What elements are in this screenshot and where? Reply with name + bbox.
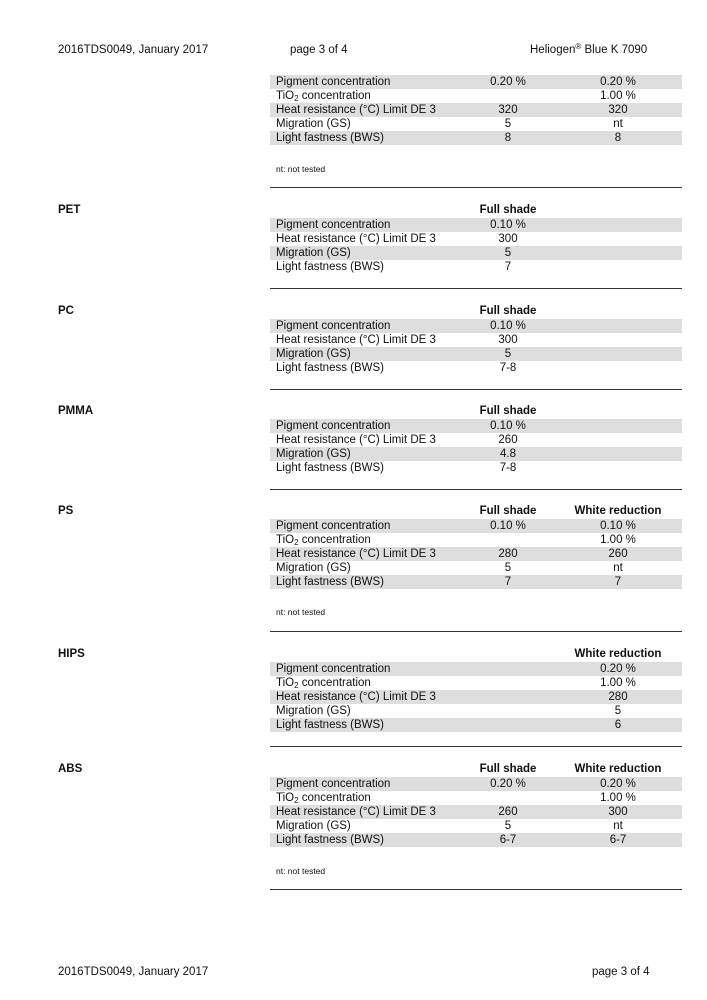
table-row: [270, 361, 682, 375]
table-row: [270, 575, 682, 589]
section-title-hips: HIPS: [58, 648, 85, 660]
divider: [270, 187, 682, 188]
table-row: [270, 218, 682, 232]
table-row: [270, 777, 682, 791]
cell-white-reduction: 6: [614, 719, 622, 731]
cell-white-reduction: 1.00 %: [600, 90, 636, 102]
cell-white-reduction: 7: [614, 576, 622, 588]
header-doc-ref: 2016TDS0049, January 2017: [58, 44, 209, 56]
table-row: [270, 519, 682, 533]
row-label: Heat resistance (°C) Limit DE 3: [276, 691, 436, 703]
row-label: Light fastness (BWS): [276, 132, 385, 144]
row-label: Light fastness (BWS): [276, 261, 385, 273]
footer-doc-ref: 2016TDS0049, January 2017: [58, 966, 209, 978]
row-label: Light fastness (BWS): [276, 719, 385, 731]
cell-white-reduction: 0.20 %: [600, 663, 636, 675]
cell-white-reduction: 8: [614, 132, 622, 144]
row-label: Migration (GS): [276, 562, 351, 574]
table-row: [270, 791, 682, 805]
header-page-number: page 3 of 4: [290, 44, 348, 56]
footer-page-number: page 3 of 4: [592, 966, 650, 978]
table-row: [270, 447, 682, 461]
cell-full-shade: 260: [498, 806, 518, 818]
row-label: Pigment concentration: [276, 219, 391, 231]
cell-white-reduction: 320: [608, 104, 628, 116]
cell-full-shade: 0.10 %: [490, 420, 526, 432]
section-title-pet: PET: [58, 204, 81, 216]
cell-full-shade: 0.10 %: [490, 520, 526, 532]
row-label: TiO$_2$ concentration: [276, 534, 371, 547]
row-label: Pigment concentration: [276, 520, 391, 532]
row-label: TiO$_2$ concentration: [276, 90, 371, 103]
row-label: Migration (GS): [276, 348, 351, 360]
row-label: Light fastness (BWS): [276, 834, 385, 846]
table-row: [270, 260, 682, 274]
cell-full-shade: 5: [504, 118, 512, 130]
footnote: nt: not tested: [276, 607, 326, 617]
cell-full-shade: 260: [498, 434, 518, 446]
table-row: [270, 819, 682, 833]
section-title-pc: PC: [58, 305, 74, 317]
cell-white-reduction: 300: [608, 806, 628, 818]
table-row: [270, 833, 682, 847]
column-header-full-shade: Full shade: [479, 305, 537, 317]
product-code: Blue K 7090: [584, 44, 648, 56]
row-label: Heat resistance (°C) Limit DE 3: [276, 548, 436, 560]
row-label: Light fastness (BWS): [276, 362, 385, 374]
cell-white-reduction: 1.00 %: [600, 534, 636, 546]
table-row: [270, 676, 682, 690]
row-label: Migration (GS): [276, 705, 351, 717]
product-name: Heliogen: [530, 44, 576, 56]
column-header-full-shade: Full shade: [479, 405, 537, 417]
row-label: Heat resistance (°C) Limit DE 3: [276, 334, 436, 346]
table-row: [270, 433, 682, 447]
table-row: [270, 461, 682, 475]
cell-full-shade: 7-8: [499, 362, 517, 374]
row-label: Pigment concentration: [276, 420, 391, 432]
divider: [270, 746, 682, 747]
column-header-full-shade: Full shade: [479, 204, 537, 216]
header-product: [530, 44, 647, 56]
cell-white-reduction: 280: [608, 691, 628, 703]
cell-white-reduction: 1.00 %: [600, 792, 636, 804]
table-row: [270, 347, 682, 361]
table-row: [270, 103, 682, 117]
table-row: [270, 547, 682, 561]
row-label: Heat resistance (°C) Limit DE 3: [276, 104, 436, 116]
cell-full-shade: 5: [504, 348, 512, 360]
cell-full-shade: 7-8: [499, 462, 517, 474]
cell-full-shade: 4.8: [500, 448, 516, 460]
column-header-white-reduction: White reduction: [574, 648, 662, 660]
cell-white-reduction: 0.20 %: [600, 76, 636, 88]
table-row: [270, 561, 682, 575]
row-label: Migration (GS): [276, 820, 351, 832]
cell-white-reduction: nt: [613, 562, 623, 574]
column-header-white-reduction: White reduction: [574, 505, 662, 517]
divider: [270, 288, 682, 289]
cell-full-shade: 7: [504, 261, 512, 273]
row-label: Pigment concentration: [276, 76, 391, 88]
row-label: TiO$_2$ concentration: [276, 792, 371, 805]
row-label: Migration (GS): [276, 118, 351, 130]
cell-full-shade: 280: [498, 548, 518, 560]
cell-full-shade: 5: [504, 820, 512, 832]
cell-full-shade: 0.20 %: [490, 76, 526, 88]
row-label: Migration (GS): [276, 448, 351, 460]
cell-full-shade: 300: [498, 233, 518, 245]
column-header-full-shade: Full shade: [479, 763, 537, 775]
table-row: [270, 419, 682, 433]
cell-full-shade: 7: [504, 576, 512, 588]
footnote: nt: not tested: [276, 164, 326, 174]
table-row: [270, 131, 682, 145]
cell-full-shade: 0.20 %: [490, 778, 526, 790]
cell-full-shade: 0.10 %: [490, 219, 526, 231]
row-label: Pigment concentration: [276, 663, 391, 675]
row-label: Light fastness (BWS): [276, 462, 385, 474]
section-title-pmma: PMMA: [58, 405, 94, 417]
footnote: nt: not tested: [276, 866, 326, 876]
cell-white-reduction: nt: [613, 820, 623, 832]
table-row: [270, 805, 682, 819]
row-label: Pigment concentration: [276, 778, 391, 790]
row-label: Heat resistance (°C) Limit DE 3: [276, 233, 436, 245]
cell-full-shade: 300: [498, 334, 518, 346]
row-label: TiO$_2$ concentration: [276, 677, 371, 690]
cell-full-shade: 8: [504, 132, 512, 144]
row-label: Pigment concentration: [276, 320, 391, 332]
cell-white-reduction: 5: [614, 705, 622, 717]
cell-white-reduction: 0.20 %: [600, 778, 636, 790]
table-row: [270, 75, 682, 89]
section-title-abs: ABS: [58, 763, 83, 775]
cell-white-reduction: nt: [613, 118, 623, 130]
row-label: Heat resistance (°C) Limit DE 3: [276, 434, 436, 446]
table-row: [270, 690, 682, 704]
cell-full-shade: 320: [498, 104, 518, 116]
divider: [270, 389, 682, 390]
cell-full-shade: 5: [504, 562, 512, 574]
cell-white-reduction: 6-7: [609, 834, 627, 846]
table-row: [270, 704, 682, 718]
cell-white-reduction: 260: [608, 548, 628, 560]
divider: [270, 631, 682, 632]
cell-full-shade: 0.10 %: [490, 320, 526, 332]
table-row: [270, 319, 682, 333]
row-label: Heat resistance (°C) Limit DE 3: [276, 806, 436, 818]
registered-mark: ®: [575, 42, 582, 51]
table-row: [270, 718, 682, 732]
table-row: [270, 533, 682, 547]
row-label: Migration (GS): [276, 247, 351, 259]
table-row: [270, 246, 682, 260]
divider: [270, 489, 682, 490]
table-row: [270, 89, 682, 103]
cell-white-reduction: 1.00 %: [600, 677, 636, 689]
cell-full-shade: 6-7: [499, 834, 517, 846]
table-row: [270, 333, 682, 347]
section-title-ps: PS: [58, 505, 74, 517]
divider: [270, 889, 682, 890]
row-label: Light fastness (BWS): [276, 576, 385, 588]
cell-full-shade: 5: [504, 247, 512, 259]
column-header-full-shade: Full shade: [479, 505, 537, 517]
table-row: [270, 117, 682, 131]
cell-white-reduction: 0.10 %: [600, 520, 636, 532]
table-row: [270, 662, 682, 676]
column-header-white-reduction: White reduction: [574, 763, 662, 775]
table-row: [270, 232, 682, 246]
